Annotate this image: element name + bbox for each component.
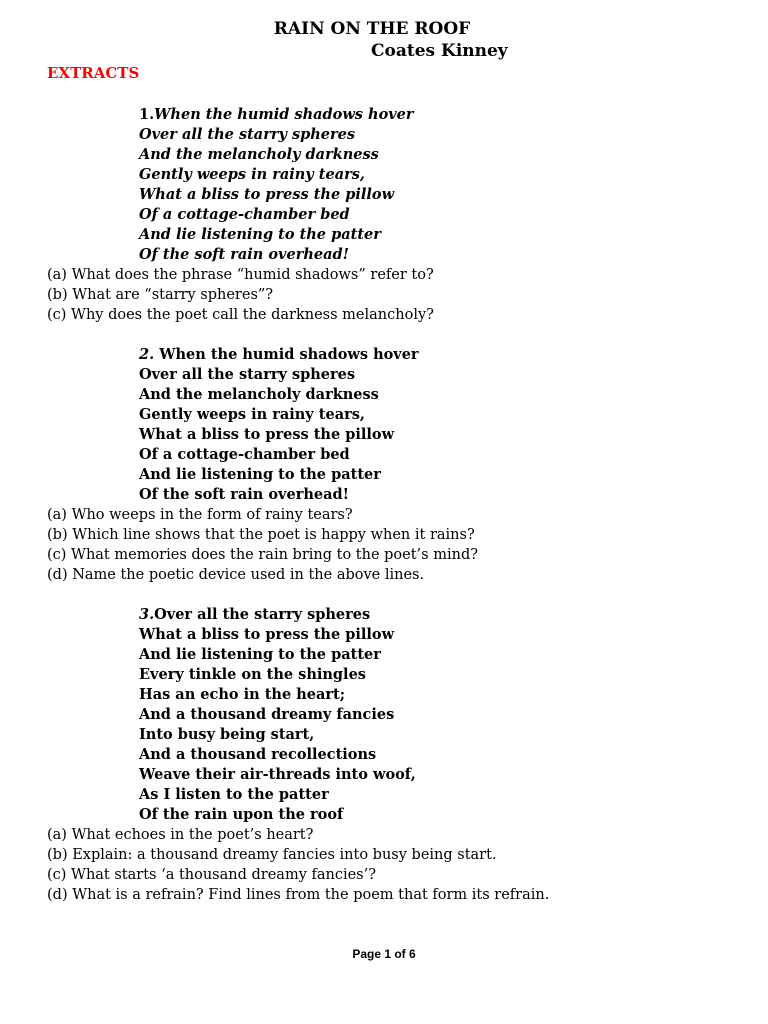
question: (d) What is a refrain? Find lines from the poem that form its refrain. (47, 887, 550, 903)
question: (c) What memories does the rain bring to the poet’s mind? (47, 547, 478, 563)
verse-line: And a thousand recollections (139, 746, 377, 763)
question: (c) What starts ‘a thousand dreamy fancies’? (47, 867, 377, 883)
verse-line (47, 105, 747, 125)
verse-line: Gently weeps in rainy tears, (139, 406, 365, 423)
verse-line: As I listen to the patter (139, 786, 329, 803)
verse-line (47, 605, 747, 625)
verse-line: And a thousand dreamy fancies (139, 706, 395, 723)
verse-line: Has an echo in the heart; (139, 686, 346, 703)
poem-title: RAIN ON THE ROOF (273, 19, 471, 39)
verse-line: Of the soft rain overhead! (139, 246, 350, 263)
verse-line: What a bliss to press the pillow (139, 186, 395, 203)
verse-line: And lie listening to the patter (139, 466, 381, 483)
verse-line: Of a cottage-chamber bed (139, 206, 350, 223)
page-number: Page 1 of 6 (352, 947, 416, 961)
extract-number: 1. (139, 106, 155, 123)
question: (b) Explain: a thousand dreamy fancies into busy being start. (47, 847, 497, 863)
extracts-body (47, 105, 747, 905)
verse-line: Over all the starry spheres (139, 366, 356, 383)
question: (b) What are “starry spheres”? (47, 287, 274, 303)
extract-number: 3. (139, 606, 155, 623)
verse-line: Into busy being start, (139, 726, 315, 743)
poem-author: Coates Kinney (371, 41, 508, 61)
verse-line: And lie listening to the patter (139, 646, 381, 663)
verse-line: Of a cottage-chamber bed (139, 446, 350, 463)
question: (a) Who weeps in the form of rainy tears? (47, 507, 353, 523)
spacer (47, 325, 747, 345)
question: (a) What echoes in the poet’s heart? (47, 827, 314, 843)
verse-line: Gently weeps in rainy tears, (139, 166, 365, 183)
question: (a) What does the phrase “humid shadows” refer to? (47, 267, 434, 283)
verse-text: Over all the starry spheres (154, 606, 371, 623)
verse-line: And lie listening to the patter (139, 226, 381, 243)
question: (d) Name the poetic device used in the above lines. (47, 567, 425, 583)
extract-1 (47, 105, 747, 325)
verse-line: Of the rain upon the roof (139, 806, 344, 823)
verse-text: When the humid shadows hover (154, 346, 419, 363)
verse-line: What a bliss to press the pillow (139, 626, 395, 643)
verse-line (47, 345, 747, 365)
verse-line: Weave their air-threads into woof, (139, 766, 416, 783)
question: (c) Why does the poet call the darkness melancholy? (47, 307, 434, 323)
section-label: EXTRACTS (47, 64, 140, 82)
verse-line: Every tinkle on the shingles (139, 666, 366, 683)
verse-line: Over all the starry spheres (139, 126, 356, 143)
verse-line: What a bliss to press the pillow (139, 426, 395, 443)
verse-line: And the melancholy darkness (139, 146, 379, 163)
verse-line: And the melancholy darkness (139, 386, 379, 403)
extract-2 (47, 345, 747, 585)
verse-text: When the humid shadows hover (154, 106, 414, 123)
extract-number: 2. (139, 346, 155, 363)
spacer (47, 585, 747, 605)
question: (b) Which line shows that the poet is happy when it rains? (47, 527, 475, 543)
extract-3 (47, 605, 747, 905)
verse-line: Of the soft rain overhead! (139, 486, 350, 503)
